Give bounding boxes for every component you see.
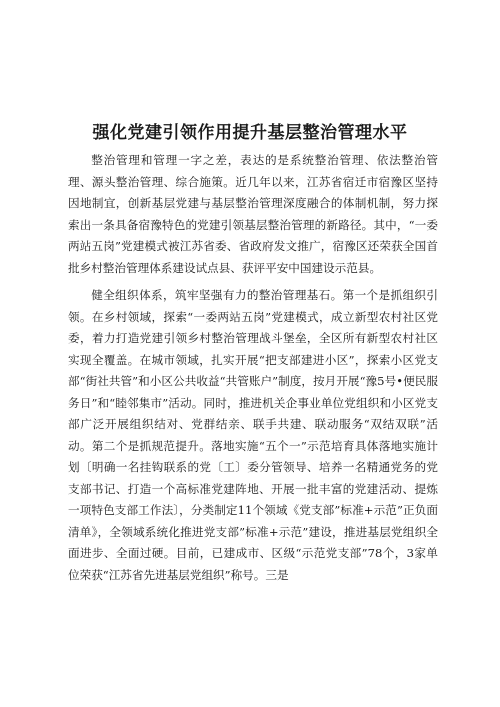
paragraph-intro: 整治管理和管理一字之差，表达的是系统整治管理、依法整治管理、源头整治管理、综合施策。近几年以来，江苏省宿迁市宿豫区坚持因地制宜，创新基层党建与基层整治管理深度融合的体制机制，努力探索出一条具备宿豫特色的党建引领基层整治管理的新路径。其中，“一委两站五岗”党建模式被江苏省委、省政府发文推广，宿豫区还荣获全国首批乡村整治管理体系建设试点县、获评平安中国建设示范县。 [68, 153, 438, 275]
document-body [68, 150, 438, 586]
document-title: 强化党建引领作用提升基层整治管理水平 [92, 123, 408, 143]
paragraph-organization: 健全组织体系，筑牢坚强有力的整治管理基石。第一个是抓组织引领。在乡村领域，探索“一委两站五岗”党建模式，成立新型农村社区党委，着力打造党建引领乡村整治管理战斗堡垒，全区所有新型农村社区实现全覆盖。在城市领域，扎实开展“把支部建进小区”，探索小区党支部“街社共管”和小区公共收益“共管账户”制度，按月开展“豫5号•便民服务日”和“睦邻集市”活动。同时，推进机关企事业单位党组织和小区党支部广泛开展组织结对、党群结亲、联手共建、联动服务“双结双联”活动。第二个是抓规范提升。落地实施“五个一”示范培育具体落地实施计划〔明确一名挂钩联系的党〔工〕委分管领导、培养一名精通党务的党支部书记、打造一个高标准党建阵地、开展一批丰富的党建活动、提炼一项特色支部工作法〕，分类制定11个领域《党支部”标准+示范”正负面清单》，全领域系统化推进党支部”标准+示范”建设，推进基层党组织全面进步、全面过硬。目前，已建成市、区级“示范党支部”78个，3家单位荣获“江苏省先进基层党组织”称号。三是 [68, 288, 438, 582]
